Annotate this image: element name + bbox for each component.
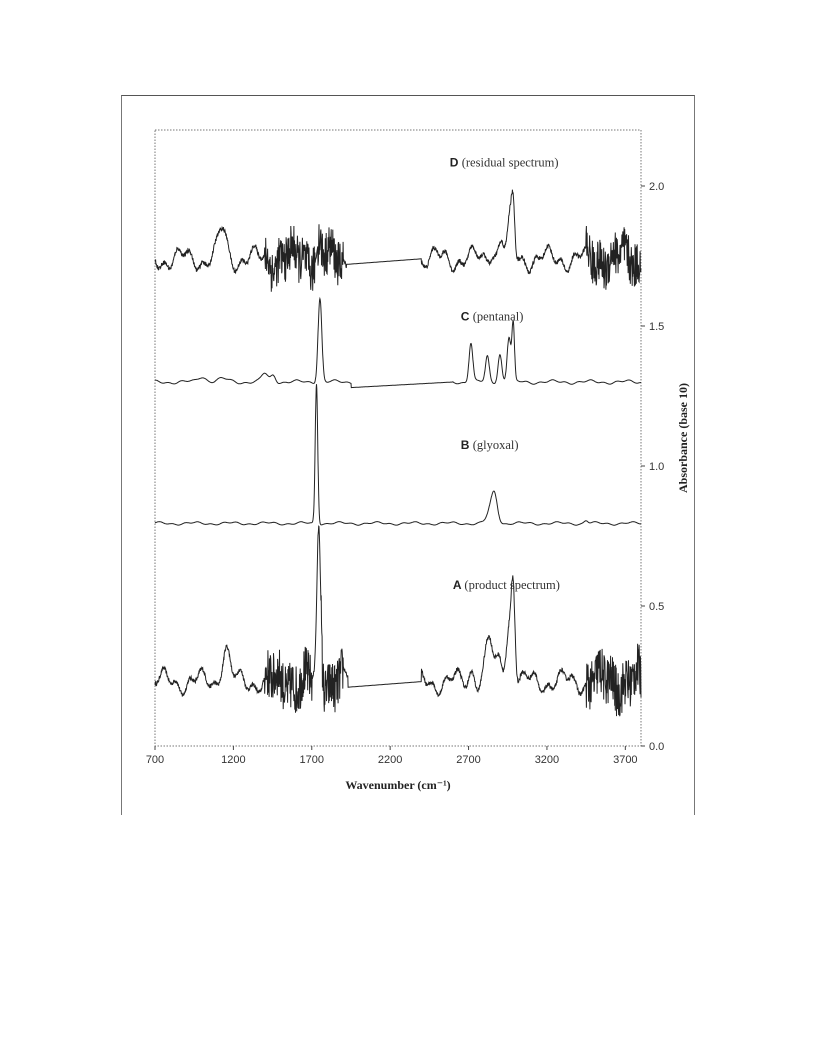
x-tick-label-0: 700 xyxy=(145,754,165,766)
trace-B xyxy=(155,384,641,525)
y-tick-label-2: 1.0 xyxy=(649,461,665,473)
x-tick-label-5: 3200 xyxy=(534,754,560,766)
trace-label-D: D (residual spectrum) xyxy=(449,155,559,170)
trace-label-A: A (product spectrum) xyxy=(452,578,560,593)
x-tick-label-3: 2200 xyxy=(377,754,403,766)
plot-area xyxy=(155,130,641,746)
x-axis-title: Wavenumber (cm⁻¹) xyxy=(345,778,451,792)
y-axis-title: Absorbance (base 10) xyxy=(676,383,690,493)
spectrum-traces xyxy=(155,190,641,717)
y-tick-label-3: 1.5 xyxy=(649,321,665,333)
trace-D xyxy=(155,190,641,292)
y-tick-label-0: 0.0 xyxy=(649,741,665,753)
x-tick-label-6: 3700 xyxy=(613,754,638,766)
y-tick-label-4: 2.0 xyxy=(649,181,665,193)
y-tick-label-1: 0.5 xyxy=(649,601,665,613)
x-tick-label-2: 1700 xyxy=(299,754,325,766)
trace-C xyxy=(155,299,641,388)
trace-label-C: C (pentanal) xyxy=(460,309,524,324)
trace-label-B: B (glyoxal) xyxy=(460,438,519,453)
x-tick-label-4: 2700 xyxy=(456,754,481,766)
x-tick-label-1: 1200 xyxy=(221,754,246,766)
trace-labels xyxy=(450,155,560,592)
trace-A xyxy=(155,526,641,716)
